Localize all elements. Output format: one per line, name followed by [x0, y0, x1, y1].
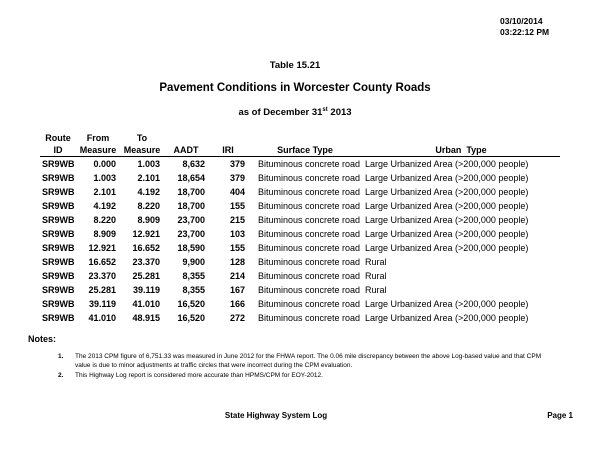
header-from-line2: Measure — [79, 145, 117, 155]
cell-iri: 167 — [229, 285, 245, 295]
table-row — [40, 297, 560, 311]
cell-route-id: SR9WB — [42, 271, 75, 281]
cell-to-measure: 41.010 — [132, 299, 160, 309]
note-text: This Highway Log report is considered more accurate than HPMS/CPM for EOY-2012. — [75, 371, 323, 379]
subtitle-ordinal: st — [322, 107, 328, 113]
cell-route-id: SR9WB — [42, 215, 75, 225]
cell-iri: 166 — [229, 299, 245, 309]
page-footer — [0, 411, 600, 423]
cell-route-id: SR9WB — [42, 299, 75, 309]
cell-urban-type: Large Urbanized Area (>200,000 people) — [365, 243, 529, 253]
subtitle-prefix: as of December 31 — [238, 107, 323, 119]
pavement-table — [40, 132, 560, 325]
cell-aadt: 23,700 — [177, 215, 205, 225]
cell-surface-type: Bituminous concrete road — [258, 173, 361, 183]
cell-aadt: 8,355 — [182, 285, 205, 295]
cell-iri: 155 — [229, 201, 245, 211]
cell-surface-type: Bituminous concrete road — [258, 215, 361, 225]
cell-route-id: SR9WB — [42, 187, 75, 197]
cell-aadt: 9,900 — [182, 257, 205, 267]
cell-aadt: 18,590 — [177, 243, 205, 253]
cell-from-measure: 12.921 — [88, 243, 116, 253]
cell-route-id: SR9WB — [42, 243, 75, 253]
cell-urban-type: Rural — [365, 285, 387, 295]
table-row — [40, 185, 560, 199]
header-route-line1: Route — [45, 133, 71, 143]
table-header — [40, 132, 560, 157]
cell-to-measure: 48.915 — [132, 313, 160, 323]
cell-from-measure: 8.220 — [93, 215, 116, 225]
cell-aadt: 18,654 — [177, 173, 205, 183]
cell-from-measure: 0.000 — [93, 159, 116, 169]
cell-iri: 272 — [229, 313, 245, 323]
cell-urban-type: Rural — [365, 271, 387, 281]
cell-aadt: 16,520 — [177, 313, 205, 323]
cell-surface-type: Bituminous concrete road — [258, 201, 361, 211]
cell-surface-type: Bituminous concrete road — [258, 187, 361, 197]
header-surface-type: Surface Type — [277, 145, 333, 155]
cell-iri: 215 — [229, 215, 245, 225]
cell-route-id: SR9WB — [42, 285, 75, 295]
report-date: 03/10/2014 — [500, 16, 543, 26]
note-number: 1. — [58, 353, 64, 360]
cell-urban-type: Large Urbanized Area (>200,000 people) — [365, 187, 529, 197]
report-time: 03:22:12 PM — [500, 27, 550, 37]
cell-to-measure: 23.370 — [132, 257, 160, 267]
note-number: 2. — [58, 371, 64, 379]
header-to-line1: To — [136, 133, 148, 143]
header-spacer — [248, 132, 362, 144]
cell-surface-type: Bituminous concrete road — [258, 243, 361, 253]
cell-route-id: SR9WB — [42, 173, 75, 183]
cell-from-measure: 39.119 — [88, 299, 116, 309]
table-header-row-2 — [40, 144, 560, 156]
cell-iri: 379 — [229, 159, 245, 169]
footer-page-number: Page 1 — [547, 411, 573, 420]
page-subtitle — [0, 107, 590, 118]
cell-from-measure: 25.281 — [88, 285, 116, 295]
cell-route-id: SR9WB — [42, 313, 75, 323]
header-spacer — [362, 132, 560, 144]
cell-iri: 103 — [229, 229, 245, 239]
table-row — [40, 157, 560, 171]
footer-title: State Highway System Log — [224, 411, 328, 420]
header-urban-type: Urban Type — [435, 145, 487, 155]
table-row — [40, 171, 560, 185]
cell-to-measure: 4.192 — [137, 187, 160, 197]
note-item — [58, 353, 558, 371]
cell-surface-type: Bituminous concrete road — [258, 159, 361, 169]
table-header-row-1 — [40, 132, 560, 144]
cell-to-measure: 1.003 — [137, 159, 160, 169]
cell-iri: 128 — [229, 257, 245, 267]
cell-to-measure: 8.909 — [137, 215, 160, 225]
note-item — [58, 372, 558, 381]
cell-route-id: SR9WB — [42, 201, 75, 211]
cell-urban-type: Large Urbanized Area (>200,000 people) — [365, 159, 529, 169]
cell-urban-type: Rural — [365, 257, 387, 267]
header-iri: IRI — [222, 145, 234, 155]
cell-surface-type: Bituminous concrete road — [258, 313, 361, 323]
cell-to-measure: 39.119 — [132, 285, 160, 295]
cell-to-measure: 16.652 — [132, 243, 160, 253]
cell-aadt: 16,520 — [177, 299, 205, 309]
table-row — [40, 283, 560, 297]
cell-aadt: 23,700 — [177, 229, 205, 239]
table-row — [40, 269, 560, 283]
cell-to-measure: 8.220 — [137, 201, 160, 211]
cell-to-measure: 12.921 — [132, 229, 160, 239]
table-row — [40, 199, 560, 213]
header-from-line1: From — [86, 133, 110, 143]
cell-surface-type: Bituminous concrete road — [258, 285, 361, 295]
cell-from-measure: 4.192 — [93, 201, 116, 211]
cell-urban-type: Large Urbanized Area (>200,000 people) — [365, 313, 529, 323]
header-spacer — [208, 132, 248, 144]
cell-to-measure: 25.281 — [132, 271, 160, 281]
cell-iri: 379 — [229, 173, 245, 183]
table-number: Table 15.21 — [269, 60, 321, 71]
cell-iri: 214 — [229, 271, 245, 281]
cell-surface-type: Bituminous concrete road — [258, 257, 361, 267]
cell-iri: 404 — [229, 187, 245, 197]
header-route-line2: ID — [53, 145, 63, 155]
cell-urban-type: Large Urbanized Area (>200,000 people) — [365, 173, 529, 183]
header-spacer — [164, 132, 208, 144]
cell-urban-type: Large Urbanized Area (>200,000 people) — [365, 201, 529, 211]
cell-urban-type: Large Urbanized Area (>200,000 people) — [365, 215, 529, 225]
table-row — [40, 255, 560, 269]
cell-surface-type: Bituminous concrete road — [258, 299, 361, 309]
report-datetime — [500, 16, 549, 38]
table-row — [40, 311, 560, 325]
notes-heading: Notes: — [28, 334, 57, 344]
table-row — [40, 227, 560, 241]
table-row — [40, 241, 560, 255]
cell-from-measure: 16.652 — [88, 257, 116, 267]
table-body — [40, 157, 560, 325]
notes-list — [58, 353, 558, 381]
cell-from-measure: 41.010 — [88, 313, 116, 323]
cell-from-measure: 1.003 — [93, 173, 116, 183]
cell-urban-type: Large Urbanized Area (>200,000 people) — [365, 299, 529, 309]
cell-route-id: SR9WB — [42, 229, 75, 239]
cell-route-id: SR9WB — [42, 159, 75, 169]
cell-from-measure: 2.101 — [93, 187, 116, 197]
cell-route-id: SR9WB — [42, 257, 75, 267]
header-aadt: AADT — [173, 145, 199, 155]
subtitle-suffix: 2013 — [327, 107, 352, 119]
cell-surface-type: Bituminous concrete road — [258, 229, 361, 239]
cell-aadt: 18,700 — [177, 187, 205, 197]
cell-from-measure: 8.909 — [93, 229, 116, 239]
page-title: Pavement Conditions in Worcester County Roads — [159, 82, 431, 94]
cell-from-measure: 23.370 — [88, 271, 116, 281]
cell-to-measure: 2.101 — [137, 173, 160, 183]
note-text: The 2013 CPM figure of 6,751.33 was measured in June 2012 for the FHWA report. The 0.06 mile discrepancy between the above Log-based value and that CPM value is due to minor adjustments at traffic circles that were incorrect during the CPM evaluation. — [75, 353, 542, 369]
cell-aadt: 18,700 — [177, 201, 205, 211]
cell-urban-type: Large Urbanized Area (>200,000 people) — [365, 229, 529, 239]
cell-aadt: 8,355 — [182, 271, 205, 281]
table-row — [40, 213, 560, 227]
cell-aadt: 8,632 — [182, 159, 205, 169]
header-to-line2: Measure — [123, 145, 161, 155]
cell-iri: 155 — [229, 243, 245, 253]
cell-surface-type: Bituminous concrete road — [258, 271, 361, 281]
